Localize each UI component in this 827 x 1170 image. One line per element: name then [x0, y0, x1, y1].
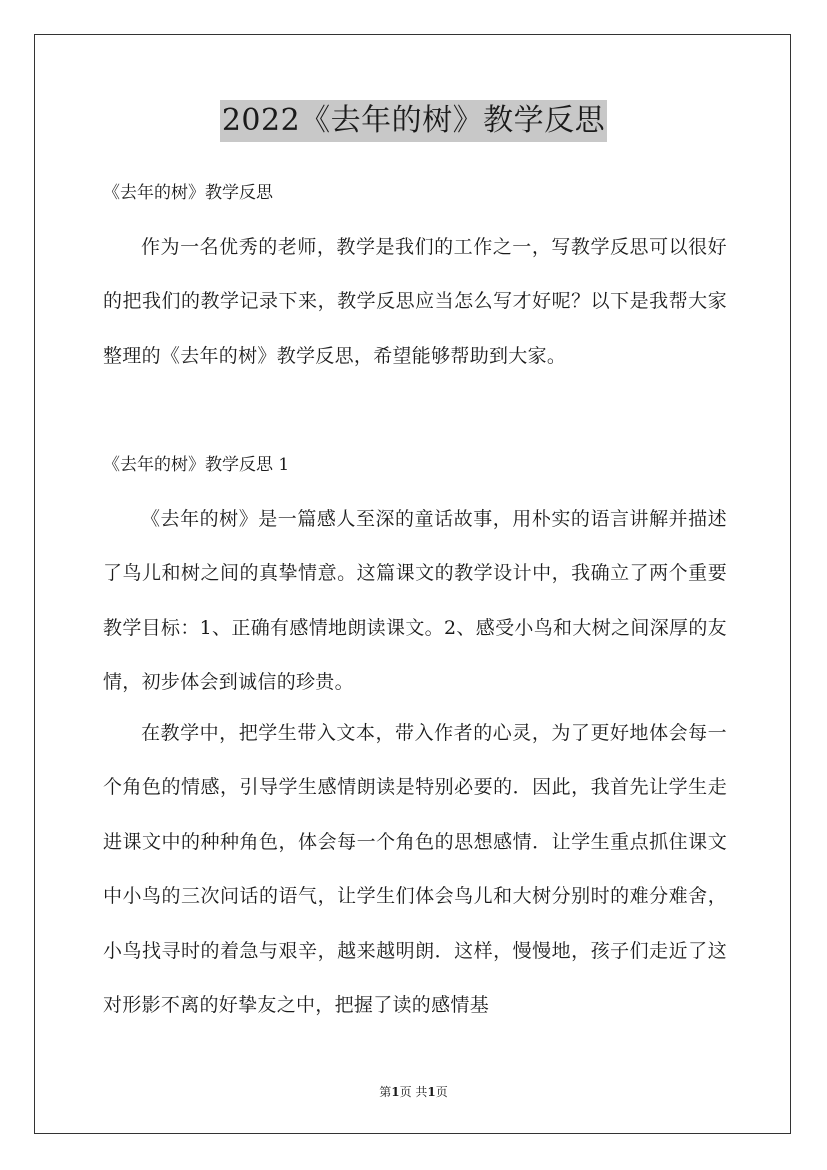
- section1-paragraph-1: 《去年的树》是一篇感人至深的童话故事，用朴实的语言讲解并描述了鸟儿和树之间的真挚情意。这篇课文的教学设计中，我确立了两个重要教学目标：1、正确有感情地朗读课文。2、感受小鸟和大树之间深厚的友情，初步体会到诚信的珍贵。: [103, 508, 727, 694]
- page-footer: [0, 1084, 827, 1100]
- intro-heading: 《去年的树》教学反思: [103, 183, 273, 203]
- footer-page-middle: 页 共: [399, 1085, 428, 1099]
- section1-paragraph-2: 在教学中，把学生带入文本，带入作者的心灵，为了更好地体会每一个角色的情感，引导学生感情朗读是特别必要的．因此，我首先让学生走进课文中的种种角色，体会每一个角色的思想感情．让学生重点抓住课文中小鸟的三次问话的语气，让学生们体会鸟儿和大树分别时的难分难舍，小鸟找寻时的着急与艰辛，越来越明朗．这样，慢慢地，孩子们走近了这对形影不离的好挚友之中，把握了读的感情基: [103, 722, 727, 1017]
- footer-page-prefix: 第: [379, 1085, 392, 1099]
- document-title: 2022《去年的树》教学反思: [220, 100, 607, 142]
- footer-page-total: 1: [427, 1085, 436, 1099]
- intro-paragraph: 作为一名优秀的老师，教学是我们的工作之一，写教学反思可以很好的把我们的教学记录下来，教学反思应当怎么写才好呢？以下是我帮大家整理的《去年的树》教学反思，希望能够帮助到大家。: [103, 236, 727, 367]
- footer-page-suffix: 页: [435, 1085, 448, 1099]
- title-wrapper: [0, 100, 827, 142]
- footer-page-current: 1: [391, 1085, 400, 1099]
- section1-heading: 《去年的树》教学反思 1: [103, 455, 290, 475]
